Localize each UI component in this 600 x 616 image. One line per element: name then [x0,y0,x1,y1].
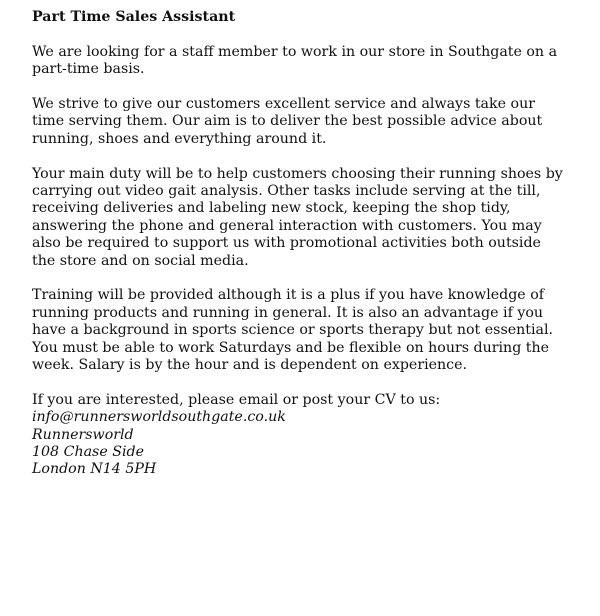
service-paragraph: We strive to give our customers excellent service and always take our time serving them. Our aim is to deliver the best possible advice about running, shoes and everything around it. [32,96,543,147]
job-title: Part Time Sales Assistant [32,9,236,25]
contact-block [32,392,567,479]
contact-intro: If you are interested, please email or post your CV to us: [32,391,441,408]
contact-street: 108 Chase Side [32,444,144,461]
intro-paragraph: We are looking for a staff member to work in our store in Southgate on a part-time basis. [32,43,558,78]
contact-email: info@runnersworldsouthgate.co.uk [32,409,286,426]
contact-company: Runnersworld [32,426,134,443]
training-paragraph: Training will be provided although it is a plus if you have knowledge of running products and running in general. It is also an advantage if you have a background in sports science or sports therapy but not essential. You must be able to work Saturdays and be flexible on hours during the week. Salary is by the hour and is dependent on experience. [32,287,554,374]
contact-city: London N14 5PH [32,461,157,478]
duties-paragraph: Your main duty will be to help customers choosing their running shoes by carrying out video gait analysis. Other tasks include serving at the till, receiving deliveries and labeling new stock, keeping the shop tidy, answering the phone and general interaction with customers. You may also be required to support us with promotional activities both outside the store and on social media. [32,165,563,269]
job-advert-document [32,9,567,479]
